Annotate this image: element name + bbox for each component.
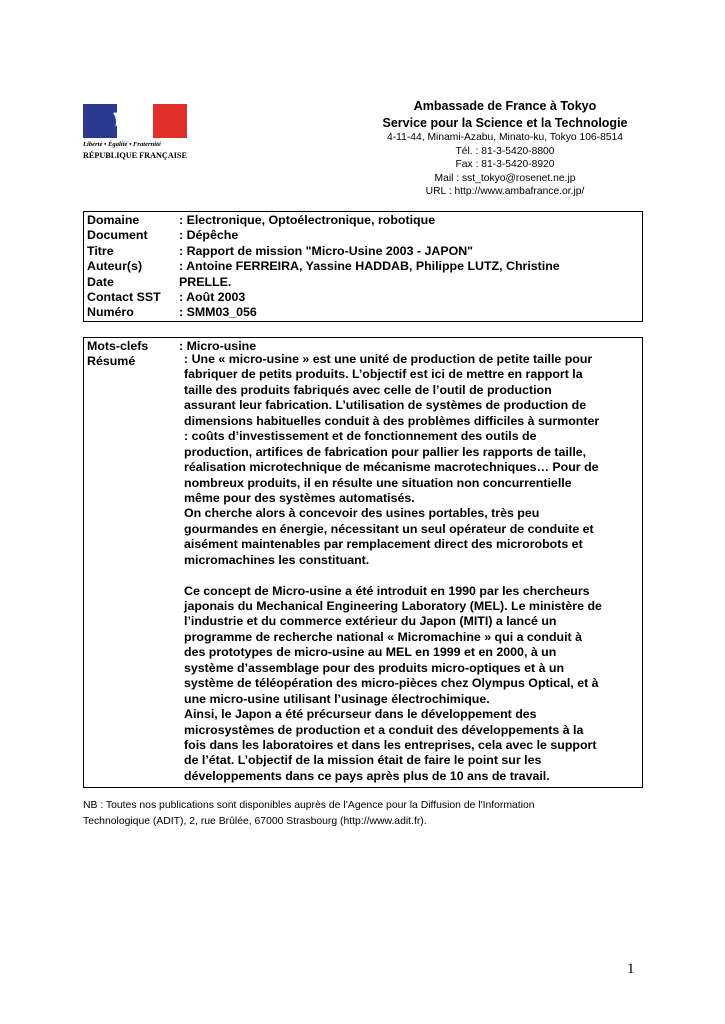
keywords-value: : Micro-usine: [179, 339, 257, 353]
meta-label: Contact SST: [87, 290, 161, 304]
meta-value: : SMM03_056: [179, 305, 257, 320]
meta-value: : Dépêche: [179, 228, 239, 243]
abstract-line: assurant leur fabrication. L’utilisation de systèmes de production de: [184, 398, 587, 413]
abstract-line: : Une « micro-usine » est une unité de production de petite taille pour: [184, 352, 593, 366]
meta-value: : Antoine FERREIRA, Yassine HADDAB, Philippe LUTZ, Christine: [179, 259, 560, 274]
footnote-line: Technologique (ADIT), 2, rue Brûlée, 67000 Strasbourg (http://www.adit.fr).: [83, 815, 427, 827]
abstract-line: programme de recherche national « Micromachine » qui a conduit à: [184, 629, 582, 644]
abstract-line: dimensions habituelles conduit à des problèmes difficiles à surmonter: [184, 413, 600, 428]
abstract-line: micromachines les constituant.: [184, 552, 370, 567]
abstract-line: aisément maintenables par remplacement direct des microrobots et: [184, 537, 583, 552]
fax-line: Fax : 81-3-5420-8920: [455, 159, 555, 170]
abstract-line: Ce concept de Micro-usine a été introduit en 1990 par les chercheurs: [184, 583, 590, 598]
abstract-line: système d’assemblage pour des produits micro-optiques et à un: [184, 660, 565, 675]
republique-francaise-logo: [83, 104, 193, 164]
url-line: URL : http://www.ambafrance.or.jp/: [425, 186, 585, 197]
abstract-line: production, artifices de fabrication pour pallier les rapports de taille,: [184, 444, 587, 459]
republic-text: RÉPUBLIQUE FRANÇAISE: [83, 151, 187, 160]
meta-label: Domaine: [87, 213, 140, 227]
service-name: Service pour la Science et la Technologie: [382, 116, 628, 130]
abstract-line: fabriquer de petits produits. L’objectif est ici de mettre en rapport la: [184, 367, 583, 382]
meta-label: Auteur(s): [87, 259, 143, 274]
footnote: [83, 798, 643, 829]
abstract-line: l’industrie et du commerce extérieur du Japon (MITI) a lancé un: [184, 614, 557, 629]
abstract-line: nombreux produits, il en résulte une situation non concurrentielle: [184, 475, 572, 490]
abstract-line: fois dans les laboratoires et dans les entreprises, cela avec le support: [184, 737, 597, 752]
keywords-label: Mots-clefs: [87, 339, 149, 353]
document-metadata-table: [83, 211, 643, 322]
abstract-line: taille des produits fabriqués avec celle de l’outil de production: [184, 382, 552, 397]
meta-value: : Août 2003: [179, 290, 246, 304]
abstract-line: une micro-usine utilisant l’usinage électrochimique.: [184, 691, 490, 706]
meta-label: Titre: [87, 243, 114, 258]
page-number: 1: [627, 961, 635, 977]
meta-value: PRELLE.: [179, 274, 232, 289]
abstract-line: système de téléopération des micro-pièces chez Olympus Optical, et à: [184, 676, 599, 691]
address-line: 4-11-44, Minami-Azabu, Minato-ku, Tokyo 106-8514: [387, 132, 623, 143]
abstract-line: de l’état. L’objectif de la mission était de faire le point sur les: [184, 753, 542, 768]
footnote-line: NB : Toutes nos publications sont disponibles auprès de l’Agence pour la Diffusion de l'Information: [83, 800, 535, 811]
tel-line: Tél. : 81-3-5420-8800: [455, 145, 555, 157]
abstract-line: gourmandes en énergie, nécessitant un seul opérateur de conduite et: [184, 521, 594, 536]
marianne-profile-icon: [107, 105, 155, 138]
abstract-line: microsystèmes de production et a conduit des développements à la: [184, 722, 584, 737]
abstract-line: des prototypes de micro-usine au MEL en 1999 et en 2000, à un: [184, 645, 557, 660]
summary-table: [83, 337, 643, 788]
meta-label: Numéro: [87, 305, 134, 320]
embassy-header: [345, 98, 665, 199]
abstract-line: Ainsi, le Japon a été précurseur dans le développement des: [184, 707, 537, 722]
abstract-line: japonais du Mechanical Engineering Laboratory (MEL). Le ministère de: [184, 599, 602, 613]
meta-label: Date: [87, 274, 114, 289]
meta-value: : Electronique, Optoélectronique, robotique: [179, 213, 436, 227]
meta-value: : Rapport de mission "Micro-Usine 2003 - JAPON": [179, 243, 474, 258]
meta-label: Document: [87, 228, 148, 243]
abstract-text: [184, 352, 642, 784]
abstract-line: [184, 568, 642, 583]
abstract-line: : coûts d’investissement et de fonctionnement des outils de: [184, 429, 537, 444]
abstract-line: même pour des systèmes automatisés.: [184, 490, 415, 505]
motto-text: Liberté • Égalité • Fraternité: [83, 141, 161, 148]
abstract-line: réalisation microtechnique de mécanisme macrotechniques… Pour de: [184, 460, 599, 475]
abstract-line: développements dans ce pays après plus de 10 ans de travail.: [184, 768, 550, 783]
embassy-name: Ambassade de France à Tokyo: [413, 99, 597, 113]
abstract-label: Résumé: [87, 354, 136, 369]
abstract-line: On cherche alors à concevoir des usines portables, très peu: [184, 506, 540, 521]
mail-line: Mail : sst_tokyo@rosenet.ne.jp: [434, 172, 576, 184]
